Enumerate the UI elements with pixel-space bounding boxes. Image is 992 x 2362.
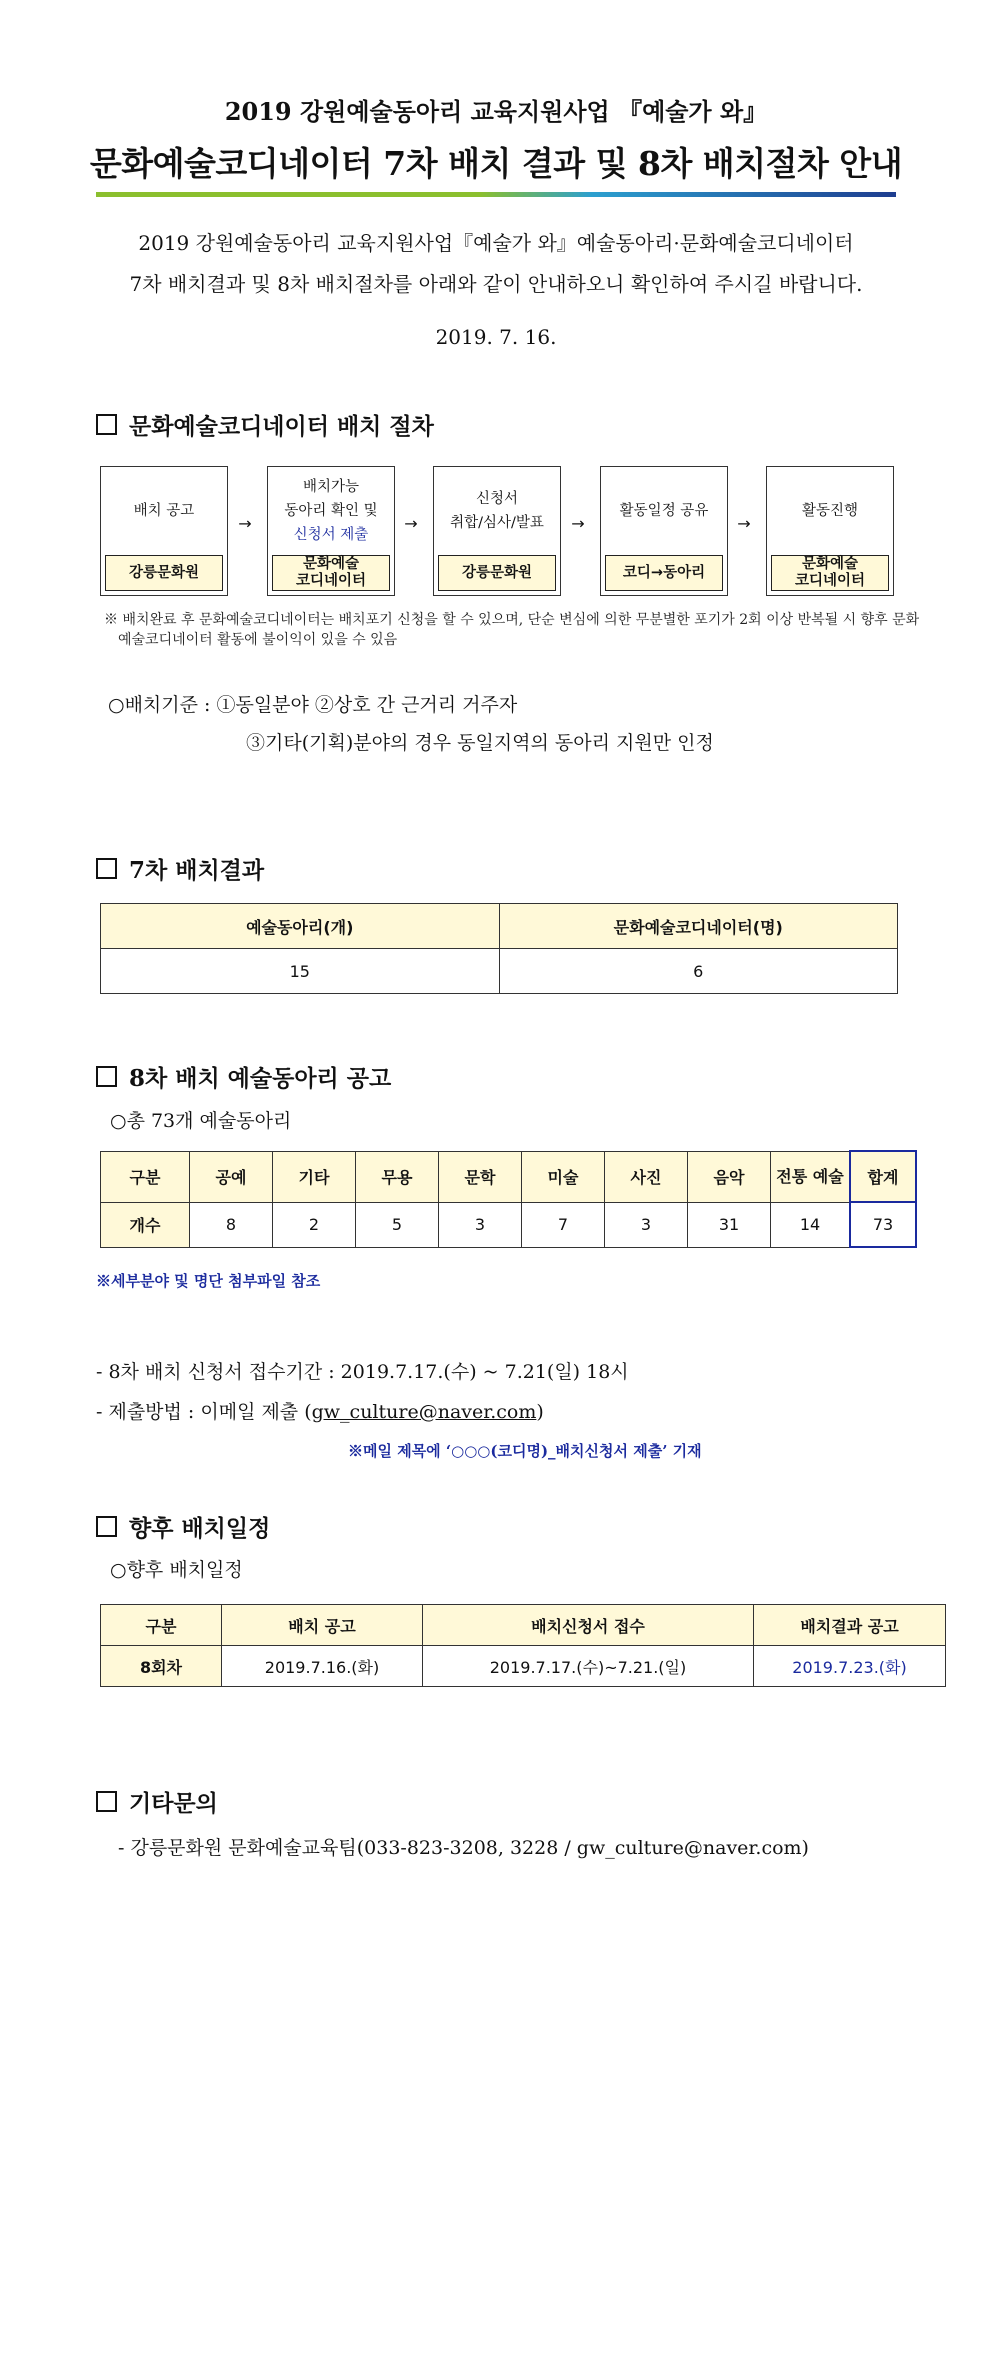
flow-step-label: 활동진행	[801, 503, 859, 519]
email-link[interactable]: gw_culture@naver.com	[311, 1401, 537, 1423]
table-cell: 2019.7.17.(수)~7.21.(일)	[423, 1646, 754, 1687]
checkbox-square-icon	[96, 414, 117, 435]
table-row-label: 8회차	[101, 1646, 222, 1687]
table-cell: 31	[688, 1202, 771, 1247]
section-heading-process	[96, 408, 434, 441]
table-header-cell: 문화예술코디네이터(명)	[499, 904, 898, 949]
table-header-cell: 미술	[522, 1151, 605, 1202]
submission-method: - 제출방법 : 이메일 제출 (gw_culture@naver.com)	[96, 1401, 544, 1423]
table-cell: 14	[771, 1202, 851, 1247]
criteria-line-1: ○배치기준 : ①동일분야 ②상호 간 근거리 거주자	[108, 694, 518, 716]
table-header-cell: 예술동아리(개)	[101, 904, 500, 949]
document-date: 2019. 7. 16.	[435, 325, 557, 349]
checkbox-square-icon	[96, 1516, 117, 1537]
table-cell-total: 73	[850, 1202, 916, 1247]
flow-step-3	[433, 466, 561, 596]
application-period: - 8차 배치 신청서 접수기간 : 2019.7.17.(수) ~ 7.21(일) 18시	[96, 1361, 629, 1383]
table-row-label: 개수	[101, 1202, 190, 1247]
contact-line: - 강릉문화원 문화예술교육팀(033-823-3208, 3228 / gw_culture@naver.com)	[118, 1837, 809, 1859]
table-header-cell: 구분	[101, 1151, 190, 1202]
section-heading-text: 8차 배치 예술동아리 공고	[129, 1065, 392, 1092]
section-heading-schedule	[96, 1510, 270, 1543]
table-header-cell: 공예	[190, 1151, 273, 1202]
table-header-cell: 문학	[439, 1151, 522, 1202]
section-heading-text: 문화예술코디네이터 배치 절차	[129, 413, 434, 440]
table-header-cell: 사진	[605, 1151, 688, 1202]
result7-table	[100, 903, 898, 994]
flow-step-owner: 강릉문화원	[438, 555, 556, 591]
flow-step-owner: 문화예술 코디네이터	[771, 555, 889, 591]
arrow-right-icon: →	[737, 514, 751, 533]
flow-step-5	[766, 466, 894, 596]
process-note: ※ 배치완료 후 문화예술코디네이터는 배치포기 신청을 할 수 있으며, 단순 변심에 의한 무분별한 포기가 2회 이상 반복될 시 향후 문화예술코디네이터 활동에 불이익이 있을 수 있음	[104, 612, 920, 648]
schedule-table	[100, 1604, 946, 1687]
intro-line-2: 7차 배치결과 및 8차 배치절차를 아래와 같이 안내하오니 확인하여 주시길 바랍니다.	[129, 272, 863, 296]
arrow-right-icon: →	[404, 514, 418, 533]
attachment-reference: ※세부분야 및 명단 첨부파일 참조	[96, 1272, 321, 1290]
flow-step-4	[600, 466, 728, 596]
flow-step-2	[267, 466, 395, 596]
arrow-right-icon: →	[238, 514, 252, 533]
flow-step-owner: 강릉문화원	[105, 555, 223, 591]
table-header-cell: 전통 예술	[771, 1151, 851, 1202]
checkbox-square-icon	[96, 1791, 117, 1812]
flow-step-label: 활동일정 공유	[619, 503, 709, 519]
flow-step-label: 배치 공고	[133, 503, 195, 519]
table-cell-highlight: 2019.7.23.(화)	[754, 1646, 946, 1687]
intro-line-1: 2019 강원예술동아리 교육지원사업『예술가 와』예술동아리·문화예술코디네이터	[138, 231, 854, 255]
table-cell: 2019.7.16.(화)	[222, 1646, 423, 1687]
table-cell: 8	[190, 1202, 273, 1247]
criteria-line-2: ③기타(기획)분야의 경우 동일지역의 동아리 지원만 인정	[246, 732, 714, 754]
title-divider	[96, 192, 896, 197]
flow-step-owner: 문화예술 코디네이터	[272, 555, 390, 591]
table-header-cell: 배치결과 공고	[754, 1605, 946, 1646]
table-cell: 7	[522, 1202, 605, 1247]
table-cell: 2	[273, 1202, 356, 1247]
flow-step-1	[100, 466, 228, 596]
section-heading-text: 7차 배치결과	[129, 857, 265, 884]
flow-step-label: 신청서 취합/심사/발표	[450, 491, 544, 531]
document-title-line2: 문화예술코디네이터 7차 배치 결과 및 8차 배치절차 안내	[89, 144, 903, 183]
table-header-cell: 구분	[101, 1605, 222, 1646]
checkbox-square-icon	[96, 858, 117, 879]
table-header-cell: 무용	[356, 1151, 439, 1202]
table-cell: 6	[499, 949, 898, 994]
table-cell: 3	[605, 1202, 688, 1247]
table-cell: 15	[101, 949, 500, 994]
table-header-cell: 기타	[273, 1151, 356, 1202]
checkbox-square-icon	[96, 1066, 117, 1087]
table-header-cell: 배치신청서 접수	[423, 1605, 754, 1646]
section-heading-text: 기타문의	[129, 1790, 218, 1817]
email-subject-note: ※메일 제목에 ‘○○○(코디명)_배치신청서 제출’ 기재	[348, 1442, 702, 1460]
table-header-cell-total: 합계	[850, 1151, 916, 1202]
arrow-right-icon: →	[571, 514, 585, 533]
section-heading-notice8	[96, 1060, 391, 1093]
section-heading-result7	[96, 852, 264, 885]
document-title-line1: 2019 강원예술동아리 교육지원사업 『예술가 와』	[224, 97, 768, 126]
schedule-subheading: ○향후 배치일정	[110, 1559, 243, 1581]
table-header-cell: 음악	[688, 1151, 771, 1202]
section-heading-text: 향후 배치일정	[129, 1515, 271, 1542]
notice8-table	[100, 1150, 917, 1248]
flow-step-owner: 코디→동아리	[605, 555, 723, 591]
table-cell: 5	[356, 1202, 439, 1247]
notice8-subheading: ○총 73개 예술동아리	[110, 1110, 292, 1132]
table-header-cell: 배치 공고	[222, 1605, 423, 1646]
flow-step-label: 배치가능 동아리 확인 및 신청서 제출	[284, 479, 378, 543]
section-heading-contact	[96, 1785, 218, 1818]
table-cell: 3	[439, 1202, 522, 1247]
